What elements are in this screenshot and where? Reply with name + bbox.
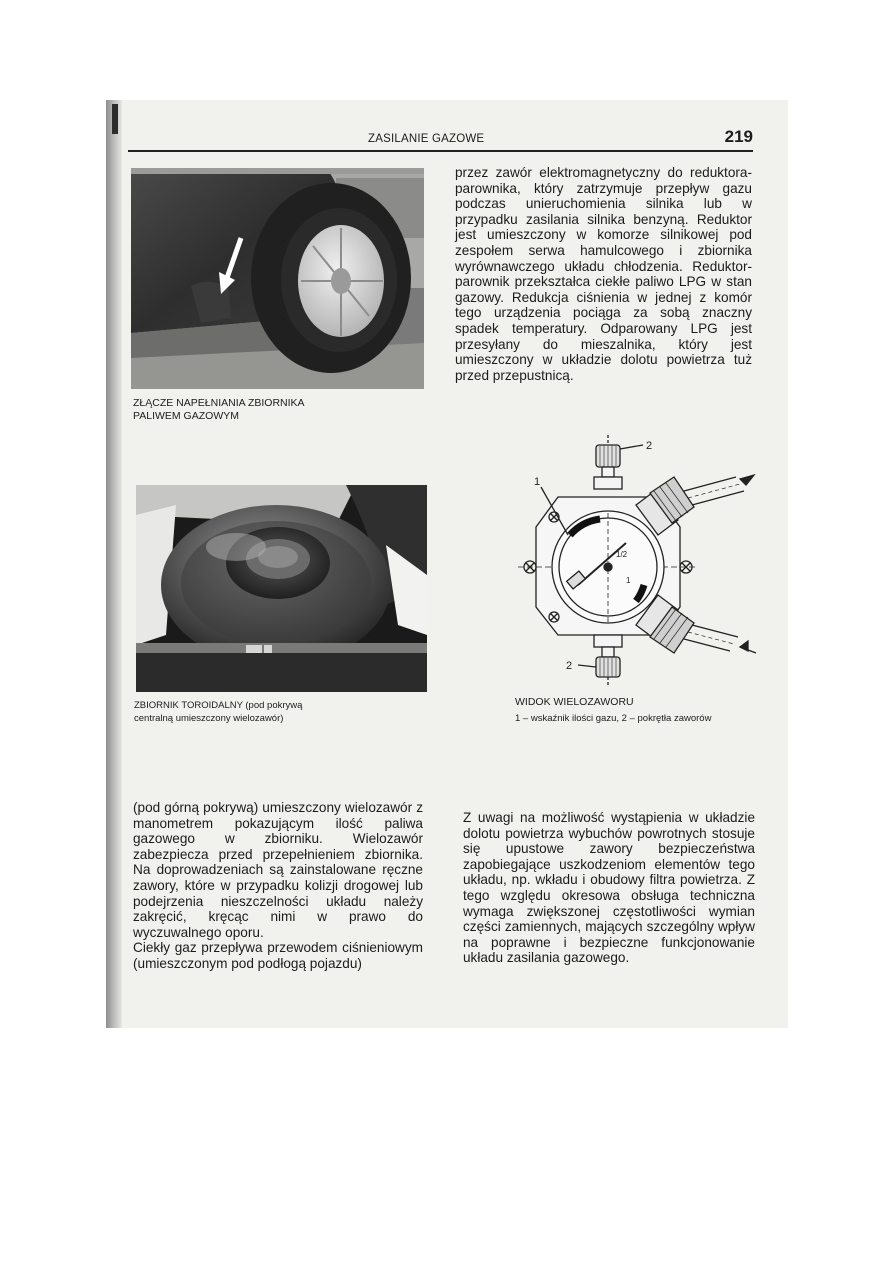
bottom-valve-knob (578, 635, 622, 685)
paragraph-right-bottom-text: Z uwagi na możliwość wystąpienia w układzie dolotu powietrza wybuchów powrotnych stosuje się upustowe zawory bezpieczeństwa zapobiegające uszkodzeniom elementów tego układu, np. wkładu i obudowy filtra powietrza. Z tego względu okresowa obsługa techniczna wymaga zwiększonej częstotliwości wymian części zamiennych, mających szczególny wpływ na poprawne i bezpieczne funkcjonowanie układu zasilania gazowego. (463, 810, 755, 966)
running-header (128, 127, 753, 152)
paragraph-right-bottom (463, 810, 755, 966)
gauge-mark-full: 1 (626, 576, 631, 585)
paragraph-right-top (455, 165, 752, 383)
figure-3-caption-title: WIDOK WIELOZAWORU (515, 696, 634, 708)
page-number: 219 (724, 127, 753, 146)
figure-1-caption-line2: PALIWEM GAZOWYM (133, 410, 239, 422)
figure-2-caption-line1: ZBIORNIK TOROIDALNY (pod pokrywą (134, 700, 303, 711)
figure-2-caption-line2: centralną umieszczony wielozawór) (134, 713, 284, 724)
figure-1-caption (133, 397, 433, 423)
lower-pipe-fitting (636, 595, 756, 653)
binding-mark (112, 104, 118, 134)
upper-pipe-fitting (636, 475, 754, 535)
callout-2-top: 2 (646, 440, 653, 452)
top-valve-knob (594, 435, 643, 489)
callout-1: 1 (534, 476, 541, 488)
figure-1-caption-line1: ZŁĄCZE NAPEŁNIANIA ZBIORNIKA (133, 397, 305, 409)
figure-2-caption (134, 699, 434, 725)
paragraph-left-bottom-2: Ciekły gaz przepływa przewodem ciśnieniowym (umieszczonym pod podłogą pojazdu) (133, 940, 423, 971)
gas-level-gauge (552, 511, 664, 623)
toroidal-tank-photo (136, 485, 427, 692)
callout-2-bottom: 2 (566, 660, 573, 672)
gauge-mark-half: 1/2 (616, 550, 628, 559)
filler-connector-photo (131, 168, 424, 389)
section-title: ZASILANIE GAZOWE (368, 133, 485, 145)
page-binding-shadow (106, 100, 122, 1028)
multivalve-diagram (508, 435, 763, 685)
paragraph-left-bottom-1: (pod górną pokrywą) umieszczony wielozawór z manometrem pokazującym ilość paliwa gazowego w zbiorniku. Wielozawór zabezpiecza przed przepełnieniem zbiornika. Na doprowadzeniach są zainstalowane ręczne zawory, które w przypadku kolizji drogowej lub podejrzenia nieszczelności układu należy zakręcić, kręcąc nimi w prawo do wyczuwalnego oporu. (133, 800, 423, 940)
figure-3-caption-legend: 1 – wskaźnik ilości gazu, 2 – pokrętła zaworów (515, 713, 712, 724)
paragraph-right-top-text: przez zawór elektromagnetyczny do reduktora-parownika, który zatrzymuje przepływ gazu podczas unieruchomienia silnika lub w przypadku zasilania silnika benzyną. Reduktor jest umieszczony w komorze silnikowej pod zespołem serwa hamulcowego i zbiornika wyrównawczego układu chłodzenia. Reduktor-parownik przekształca ciekłe paliwo LPG w stan gazowy. Redukcja ciśnienia w jednej z komór tego urządzenia pociąga za sobą znaczny spadek temperatury. Odparowany LPG jest przesyłany do mieszalnika, który jest umieszczony w układzie dolotu powietrza tuż przed przepustnicą. (455, 165, 752, 383)
paragraph-left-bottom (133, 800, 423, 972)
figure-3-caption (515, 696, 775, 725)
